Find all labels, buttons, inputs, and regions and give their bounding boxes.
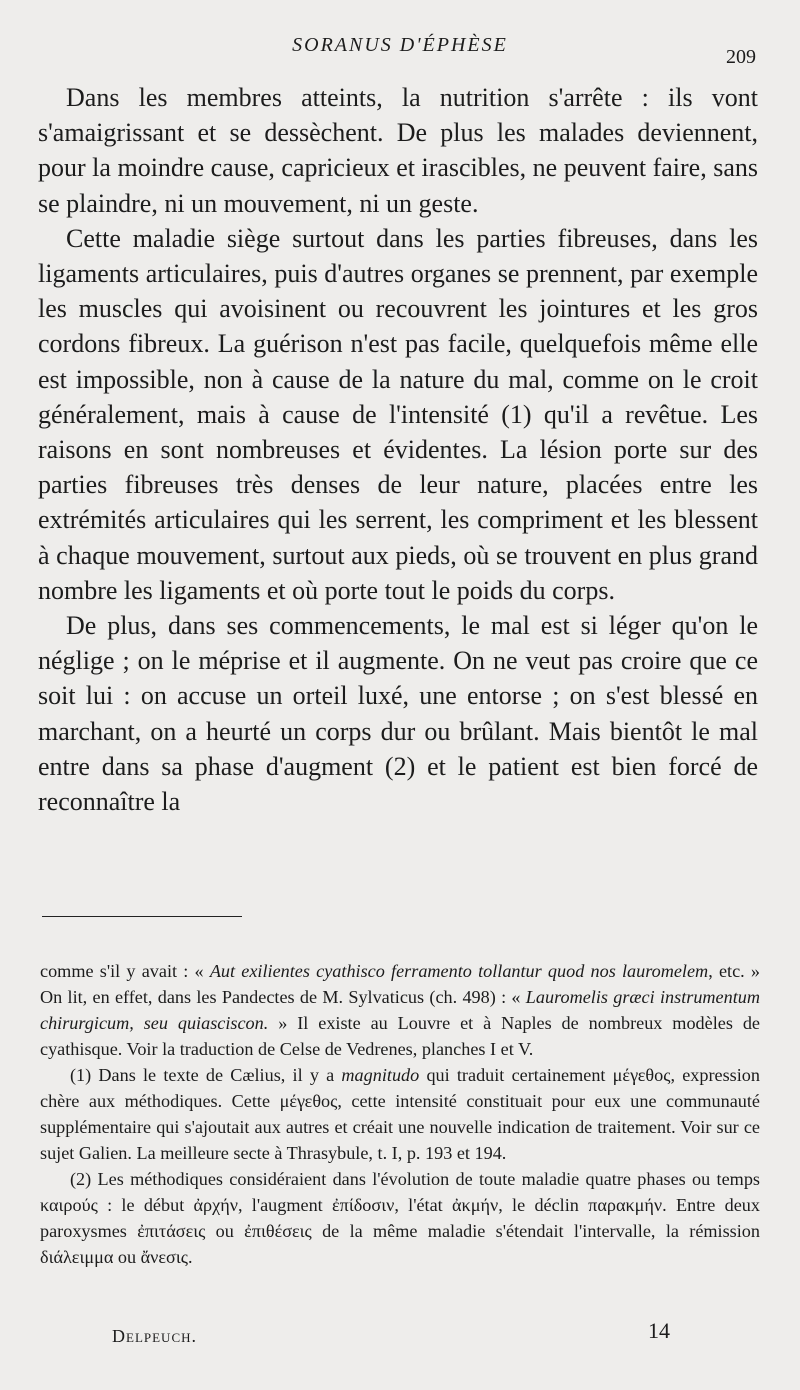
footnote-latin: magnitudo — [341, 1065, 420, 1085]
footnote-text: comme s'il y avait : « — [40, 961, 210, 981]
paragraph: Dans les membres atteints, la nutrition s'arrête : ils vont s'amaigrissant et se dessèchent. De plus les malades deviennent, pour la moindre cause, capricieux et irascibles, ne peuvent faire, sans se plaindre, ni un mouvement, ni un geste. — [38, 83, 758, 218]
footnote-separator — [42, 916, 242, 917]
running-head: SORANUS D'ÉPHÈSE — [292, 34, 508, 56]
footnote-text: (2) Les méthodiques considéraient dans l'évolution de toute maladie quatre phases ou temps καιρούς : le début ἀρχήν, l'augment ἐπίδοσιν, l'état ἀκμήν, le déclin παρακμήν. Entre deux paroxysmes ἐπιτάσεις ou ἐπιθέσεις de la même maladie s'étendait l'intervalle, la rémission διάλειμμα ou ἄνεσις. — [40, 1169, 760, 1267]
paragraph: De plus, dans ses commencements, le mal est si léger qu'on le néglige ; on le méprise et il augmente. On ne veut pas croire que ce soit lui : on accuse un orteil luxé, une entorse ; on s'est blessé en marchant, on a heurté un corps dur ou brûlant. Mais bientôt le mal entre dans sa phase d'augment (2) et le patient est bien forcé de reconnaître la — [38, 611, 758, 817]
footnote-2 — [40, 1166, 760, 1270]
printer-signature: Delpeuch. — [112, 1326, 197, 1346]
footnote-text: » Il existe au Louvre et à Naples de nombreux modèles de cyathisque. Voir la traduction de Celse de Vedrenes, planches I et V. — [40, 1013, 760, 1059]
paragraph: Cette maladie siège surtout dans les parties fibreuses, dans les ligaments articulaires, puis d'autres organes se prennent, par exemple les muscles qui avoisinent ou recouvrent les jointures et les gros cordons fibreux. La guérison n'est pas facile, quelquefois même elle est impossible, non à cause de la nature du mal, comme on le croit généralement, mais à cause de l'intensité (1) qu'il a revêtue. Les raisons en sont nombreuses et évidentes. La lésion porte sur des parties fibreuses très denses de leur nature, placées entre les extrémités articulaires qui les serrent, les compriment et les blessent à chaque mouvement, surtout aux pieds, où se trouvent en plus grand nombre les ligaments et où porte tout le poids du corps. — [38, 223, 758, 605]
footnote-latin: Lauromelis græci instrumentum chirurgicum, seu quiasciscon. — [40, 987, 760, 1033]
footnote-text: qui traduit certainement μέγεθος, expression chère aux méthodiques. Cette μέγεθος, cette intensité constituait pour eux une communauté supplémentaire qui s'ajoutait aux autres et créait une nouvelle indication de traitement. Voir sur ce sujet Galien. La meilleure secte à Thrasybule, t. I, p. 193 et 194. — [40, 1065, 760, 1163]
sheet-number: 14 — [648, 1318, 670, 1343]
footnote-text: , etc. » On lit, en effet, dans les Pandectes de M. Sylvaticus (ch. 498) : « — [40, 961, 760, 1007]
footnotes — [40, 958, 760, 1270]
footnote-latin: Aut exilientes cyathisco ferramento tollantur quod nos lauromelem — [209, 961, 709, 981]
footnote-continued — [40, 958, 760, 1062]
page-number: 209 — [726, 46, 756, 68]
main-text — [38, 80, 758, 819]
footnote-1 — [40, 1062, 760, 1166]
footnote-text: (1) Dans le texte de Cælius, il y a — [70, 1065, 342, 1085]
